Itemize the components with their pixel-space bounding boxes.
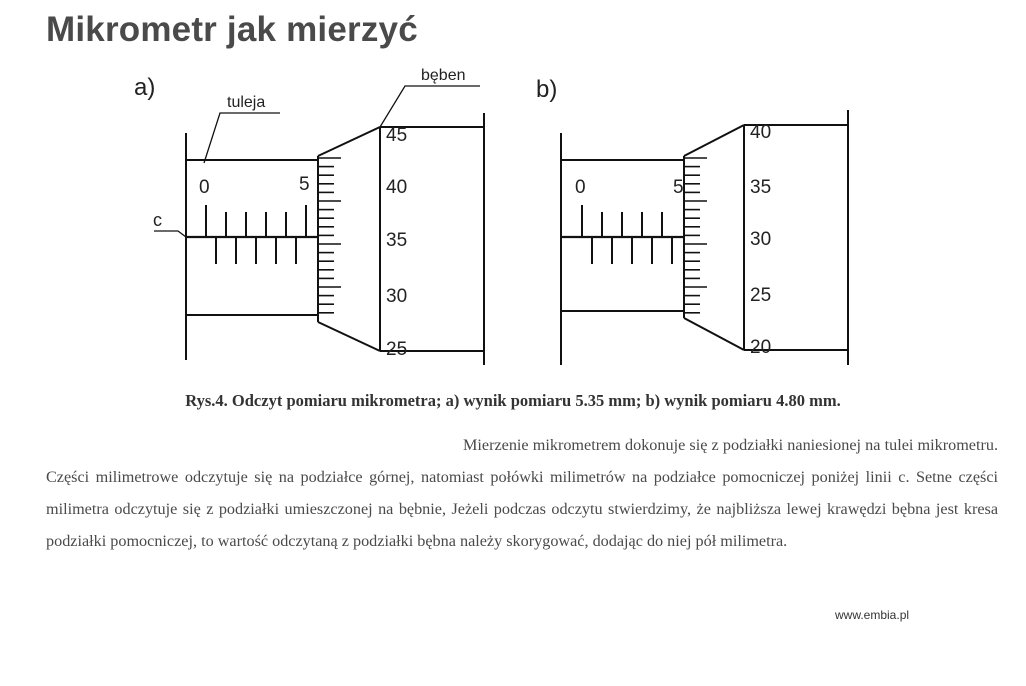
- page-title: Mikrometr jak mierzyć: [46, 10, 418, 49]
- thimble-scale-a: [319, 158, 341, 313]
- micrometer-diagram: [0, 60, 1026, 375]
- panel-a: [154, 86, 484, 365]
- watermark: www.embia.pl: [835, 608, 910, 622]
- thimble-number: 35: [386, 230, 408, 251]
- micrometer-figure: [0, 60, 1026, 375]
- thimble-number: 45: [386, 125, 408, 146]
- body-paragraph: Mierzenie mikrometrem dokonuje się z podziałki naniesionej na tulei mikrometru. Części milimetrowe odczytuje się na podziałce górnej, natomiast połówki milimetrów na podziałce pomocniczej poniżej linii c. Setne części milimetra odczytuje się z podziałki umieszczonej na bębnie, Jeżeli podczas odczytu stwierdzimy, że najbliższa lewej krawędzi bębna jest kresa podziałki pomocniczej, to wartość odczytaną z podziałki bębna należy skorygować, dodając do niej pół milimetra.: [46, 436, 998, 550]
- thimble-number: 35: [750, 177, 772, 198]
- panel-b-label: b): [536, 76, 558, 103]
- sleeve-label: tuleja: [227, 94, 266, 111]
- sleeve-number: 5: [673, 177, 684, 198]
- thimble-number: 30: [750, 229, 772, 250]
- thimble-number: 30: [386, 286, 408, 307]
- thimble-number: 25: [386, 339, 408, 360]
- thimble-number: 20: [750, 337, 772, 358]
- thimble-number: 25: [750, 285, 772, 306]
- thimble-number: 40: [750, 122, 772, 143]
- panel-a-label: a): [134, 74, 156, 101]
- panel-b: [561, 110, 848, 365]
- thimble-label: bęben: [421, 67, 466, 84]
- sleeve-number: 0: [199, 177, 210, 198]
- panel-a-labels: [134, 67, 466, 360]
- line-c-label: c: [153, 210, 162, 230]
- thimble-scale-b: [685, 158, 707, 313]
- panel-b-labels: [536, 76, 771, 358]
- sleeve-number: 5: [299, 174, 310, 195]
- figure-caption: Rys.4. Odczyt pomiaru mikrometra; a) wynik pomiaru 5.35 mm; b) wynik pomiaru 4.80 mm.: [185, 391, 841, 410]
- thimble-number: 40: [386, 177, 408, 198]
- sleeve-number: 0: [575, 177, 586, 198]
